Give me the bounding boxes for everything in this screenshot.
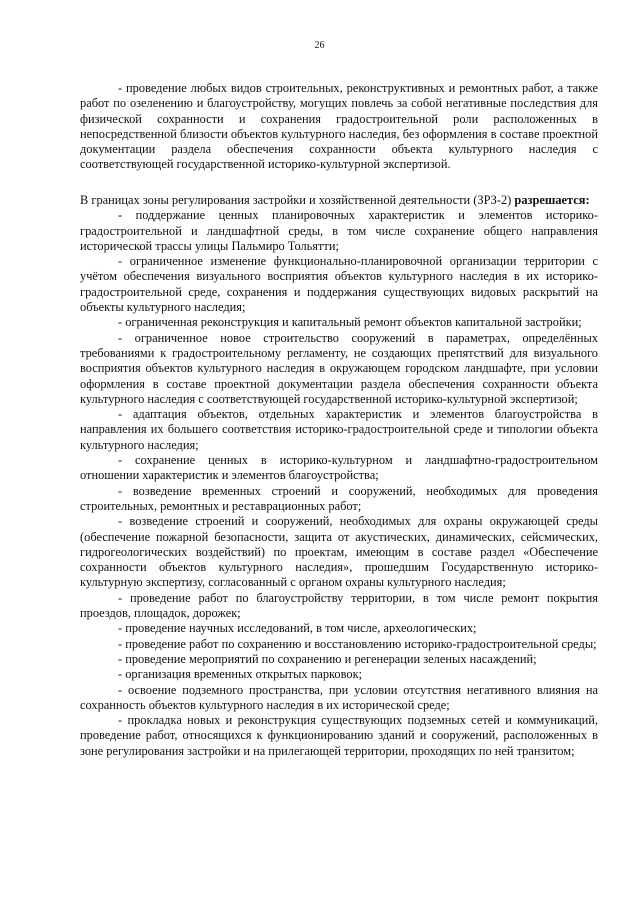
- list-item: - ограниченное новое строительство сооружений в параметрах, определённых требованиями к градостроительному регламенту, не создающих препятствий для визуального восприятия объектов культурного наследия в окружающем городском ландшафте, при условии оформления в составе проектной документации раздела обеспечения сохранности объекта культурного наследия с соответствующей государственной историко-культурной экспертизой;: [80, 330, 598, 406]
- section-lead: [80, 193, 598, 208]
- list-item: - ограниченная реконструкция и капитальный ремонт объектов капитальной застройки;: [118, 315, 582, 330]
- list-item: - прокладка новых и реконструкция существующих подземных сетей и коммуникаций, проведение работ, относящихся к функционированию зданий и сооружений, расположенных в зоне регулирования застройки и на прилегающей территории, проходящих по ней транзитом;: [80, 713, 598, 758]
- list-item: - проведение работ по благоустройству территории, в том числе ремонт покрытия проездов, площадок, дорожек;: [80, 590, 598, 621]
- list-item: - возведение временных строений и сооружений, необходимых для проведения строительных, ремонтных и реставрационных работ;: [80, 483, 598, 513]
- intro-paragraph: - проведение любых видов строительных, реконструктивных и ремонтных работ, а также работ по озеленению и благоустройству, могущих повлечь за собой негативные последствия для физической сохранности и сохранения градостроительной роли расположенных в непосредственной близости объектов культурного наследия, без оформления в составе проектной документации раздела обеспечения сохранности объекта культурного наследия с соответствующей государственной историко-культурной экспертизой.: [80, 81, 598, 172]
- list-item: - возведение строений и сооружений, необходимых для охраны окружающей среды (обеспечение пожарной безопасности, защита от акустических, динамических, сейсмических, гидрогеологических воздействий) по проектам, имеющим в составе раздел «Обеспечение сохранности объектов культурного наследия», прошедшим Государственную историко-культурную экспертизу, согласованный с органом охраны культурного наследия;: [80, 514, 598, 590]
- permitted-section: [80, 193, 598, 759]
- list-item: - ограниченное изменение функционально-планировочной организации территории с учётом обеспечения визуального восприятия объектов культурного наследия в их историко-градостроительной среде, сохранения и поддержания существующих видовых раскрытий на объекты культурного наследия;: [80, 254, 598, 315]
- list-item: - проведение научных исследований, в том числе, археологических;: [118, 621, 477, 636]
- list-item: - освоение подземного пространства, при условии отсутствия негативного влияния на сохранность объектов культурного наследия в их исторической среде;: [80, 682, 598, 712]
- list-item: - адаптация объектов, отдельных характеристик и элементов благоустройства в направления их большего соответствия историко-градостроительной среде и типологии объекта культурного наследия;: [80, 407, 598, 452]
- section-lead-bold: разрешается:: [514, 193, 590, 207]
- list-item: - сохранение ценных в историко-культурном и ландшафтно-градостроительном отношении характеристик и элементов благоустройства;: [80, 453, 598, 483]
- list-item: - проведение работ по сохранению и восстановлению историко-градостроительной среды;: [118, 636, 597, 651]
- page-number: 26: [314, 40, 325, 51]
- list-item: - организация временных открытых парковок;: [118, 667, 363, 682]
- list-item: - поддержание ценных планировочных характеристик и элементов историко-градостроительной и ландшафтной среды, в том числе сохранение общего направления исторической трассы улицы Пальмиро Тольятти;: [80, 208, 598, 253]
- section-lead-text: В границах зоны регулирования застройки и хозяйственной деятельности (ЗРЗ-2): [80, 193, 512, 207]
- list-item: - проведение мероприятий по сохранению и регенерации зеленых насаждений;: [118, 651, 537, 666]
- intro-block: [80, 81, 598, 173]
